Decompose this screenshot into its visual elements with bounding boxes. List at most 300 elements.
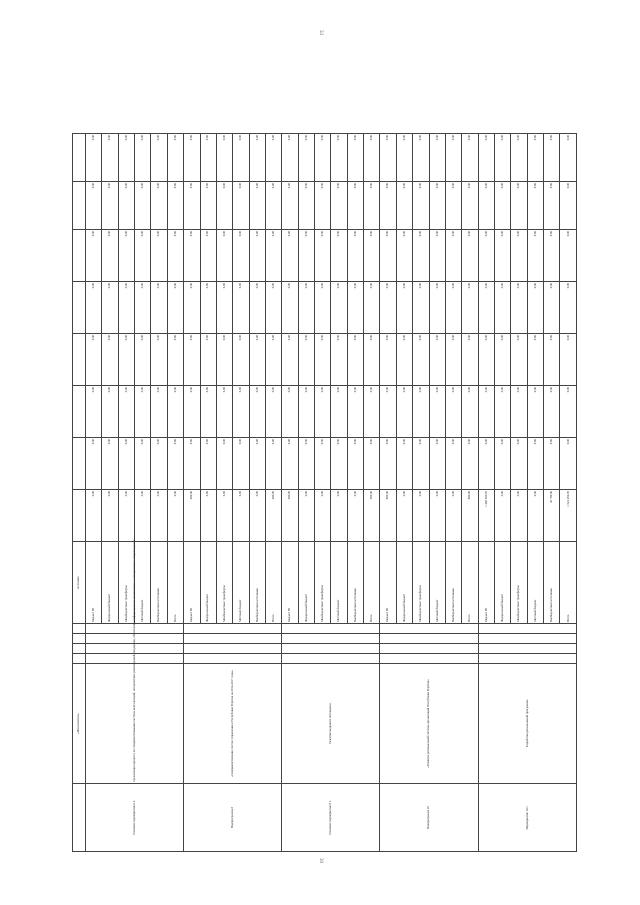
header-cell-1: [73, 784, 86, 852]
code-cell: [184, 634, 282, 644]
value-cell: 0,00: [462, 182, 478, 230]
level-cell: Основное мероприятие 8.1.: [282, 784, 380, 852]
value-cell: 0,00: [265, 334, 281, 386]
value-cell: 0,00: [527, 386, 543, 438]
header-cell-10: [73, 386, 86, 438]
level-cell: Мероприятие 10.1.: [478, 784, 576, 852]
value-cell: 0,00: [396, 334, 412, 386]
value-cell: 0,00: [364, 334, 380, 386]
table-row: [380, 134, 396, 852]
value-cell: 0,00: [315, 334, 331, 386]
measure-name-cell: Развитие кадрового потенциала: [282, 664, 380, 784]
budget-allocation-table: [72, 133, 577, 852]
value-cell: 0,00: [167, 134, 183, 182]
value-cell: 0,00: [364, 438, 380, 490]
value-cell: 0,00: [265, 182, 281, 230]
value-cell: 0,00: [167, 490, 183, 542]
value-cell: 0,00: [86, 490, 102, 542]
source-cell: Федеральный бюджет: [298, 542, 314, 624]
value-cell: 0,00: [298, 386, 314, 438]
value-cell: 0,00: [478, 334, 494, 386]
value-cell: 0,00: [102, 386, 118, 438]
source-cell: Бюджет РБ: [282, 542, 298, 624]
value-cell: 0,00: [478, 386, 494, 438]
value-cell: 0,00: [184, 386, 200, 438]
value-cell: 0,00: [118, 230, 134, 282]
value-cell: 0,00: [478, 438, 494, 490]
value-cell: 0,00: [494, 386, 510, 438]
value-cell: 0,00: [527, 182, 543, 230]
value-cell: 800,00: [462, 490, 478, 542]
value-cell: 0,00: [298, 230, 314, 282]
value-cell: 0,00: [511, 438, 527, 490]
value-cell: 0,00: [429, 282, 445, 334]
value-cell: 0,00: [200, 282, 216, 334]
source-cell: Бюджет РБ: [86, 542, 102, 624]
code-cell: [478, 644, 576, 654]
value-cell: 0,00: [216, 438, 232, 490]
page-number-top: 33: [318, 30, 323, 35]
value-cell: 0,00: [445, 282, 461, 334]
value-cell: 0,00: [331, 230, 347, 282]
value-cell: 0,00: [462, 230, 478, 282]
value-cell: 0,00: [429, 230, 445, 282]
value-cell: 0,00: [102, 334, 118, 386]
value-cell: 0,00: [315, 386, 331, 438]
value-cell: 0,00: [494, 230, 510, 282]
value-cell: 0,00: [364, 386, 380, 438]
value-cell: 0,00: [102, 490, 118, 542]
code-cell: [282, 634, 380, 644]
value-cell: 0,00: [445, 386, 461, 438]
source-cell: Внебюджетные источники: [544, 542, 560, 624]
value-cell: 0,00: [135, 438, 151, 490]
value-cell: 0,00: [167, 282, 183, 334]
source-cell: Бюджет РБ: [478, 542, 494, 624]
value-cell: 0,00: [135, 386, 151, 438]
value-cell: 0,00: [429, 334, 445, 386]
value-cell: 0,00: [200, 386, 216, 438]
value-cell: 0,00: [118, 386, 134, 438]
value-cell: 0,00: [102, 282, 118, 334]
header-row: [73, 134, 86, 852]
value-cell: 1 522 294,95: [560, 490, 577, 542]
value-cell: 0,00: [315, 490, 331, 542]
value-cell: 0,00: [494, 334, 510, 386]
value-cell: 0,00: [380, 334, 396, 386]
value-cell: 0,00: [265, 282, 281, 334]
value-cell: 500,00: [364, 490, 380, 542]
value-cell: 0,00: [233, 386, 249, 438]
value-cell: 0,00: [135, 230, 151, 282]
value-cell: 0,00: [249, 282, 265, 334]
value-cell: 0,00: [413, 438, 429, 490]
value-cell: 0,00: [315, 438, 331, 490]
value-cell: 0,00: [200, 182, 216, 230]
source-cell: Местный бюджет: [429, 542, 445, 624]
value-cell: 0,00: [184, 438, 200, 490]
value-cell: 0,00: [413, 134, 429, 182]
value-cell: 0,00: [429, 490, 445, 542]
value-cell: 0,00: [429, 386, 445, 438]
value-cell: 0,00: [233, 134, 249, 182]
table-row: [86, 134, 102, 852]
value-cell: 0,00: [478, 230, 494, 282]
code-cell: [184, 644, 282, 654]
value-cell: 0,00: [331, 386, 347, 438]
value-cell: 0,00: [282, 134, 298, 182]
header-cell-4: [73, 644, 86, 654]
value-cell: 0,00: [396, 386, 412, 438]
value-cell: 0,00: [364, 182, 380, 230]
value-cell: 0,00: [380, 230, 396, 282]
value-cell: 0,00: [511, 386, 527, 438]
value-cell: 0,00: [216, 334, 232, 386]
value-cell: 0,00: [331, 490, 347, 542]
header-cell-9: [73, 438, 86, 490]
value-cell: 0,00: [282, 334, 298, 386]
value-cell: 0,00: [445, 490, 461, 542]
value-cell: 0,00: [429, 134, 445, 182]
value-cell: 0,00: [216, 490, 232, 542]
source-cell: Межбюджетные трансферты: [511, 542, 527, 624]
value-cell: 0,00: [86, 230, 102, 282]
value-cell: 0,00: [445, 334, 461, 386]
value-cell: 0,00: [200, 334, 216, 386]
header-cell-12: [73, 282, 86, 334]
value-cell: 0,00: [200, 438, 216, 490]
value-cell: 0,00: [527, 490, 543, 542]
value-cell: 0,00: [560, 334, 577, 386]
value-cell: 0,00: [184, 182, 200, 230]
measure-name-cell: «Развитие региональной системы организаций Республики Бурятия»: [380, 664, 478, 784]
value-cell: 0,00: [118, 134, 134, 182]
value-cell: 0,00: [544, 282, 560, 334]
value-cell: 0,00: [494, 490, 510, 542]
source-cell: Внебюджетные источники: [151, 542, 167, 624]
code-cell: [478, 654, 576, 664]
value-cell: 0,00: [102, 182, 118, 230]
value-cell: 0,00: [102, 438, 118, 490]
value-cell: 0,00: [118, 438, 134, 490]
value-cell: 0,00: [364, 230, 380, 282]
code-cell: [380, 654, 478, 664]
rotated-table-container: [72, 134, 577, 852]
code-cell: [478, 634, 576, 644]
measure-name-cell: Разработка региональной программы: [478, 664, 576, 784]
value-cell: 0,00: [216, 386, 232, 438]
code-cell: [282, 644, 380, 654]
source-cell: Всего: [167, 542, 183, 624]
value-cell: 0,00: [560, 386, 577, 438]
value-cell: 0,00: [527, 438, 543, 490]
value-cell: 0,00: [413, 182, 429, 230]
value-cell: 0,00: [494, 282, 510, 334]
value-cell: 0,00: [527, 134, 543, 182]
header-cell-8: [73, 490, 86, 542]
value-cell: 0,00: [233, 182, 249, 230]
value-cell: 0,00: [135, 134, 151, 182]
value-cell: 0,00: [429, 438, 445, 490]
value-cell: 0,00: [315, 134, 331, 182]
source-cell: Местный бюджет: [331, 542, 347, 624]
value-cell: 0,00: [282, 230, 298, 282]
code-cell: [380, 644, 478, 654]
value-cell: 0,00: [429, 182, 445, 230]
value-cell: 0,00: [544, 386, 560, 438]
value-cell: 0,00: [298, 282, 314, 334]
value-cell: 0,00: [380, 134, 396, 182]
value-cell: 0,00: [315, 230, 331, 282]
value-cell: 0,00: [511, 182, 527, 230]
header-cell-5: [73, 634, 86, 644]
value-cell: 0,00: [511, 134, 527, 182]
value-cell: 0,00: [249, 438, 265, 490]
header-cell-2: «Исполнитель»: [73, 664, 86, 784]
value-cell: 0,00: [249, 490, 265, 542]
value-cell: 0,00: [233, 490, 249, 542]
value-cell: 0,00: [364, 282, 380, 334]
table-row: [184, 134, 200, 852]
code-cell: [478, 624, 576, 634]
value-cell: 0,00: [527, 282, 543, 334]
source-cell: Местный бюджет: [135, 542, 151, 624]
value-cell: 0,00: [347, 438, 363, 490]
value-cell: 0,00: [282, 182, 298, 230]
value-cell: 0,00: [151, 438, 167, 490]
code-cell: [380, 634, 478, 644]
value-cell: 0,00: [413, 386, 429, 438]
source-cell: Межбюджетные трансферты: [118, 542, 134, 624]
source-cell: Внебюджетные источники: [445, 542, 461, 624]
source-cell: Федеральный бюджет: [396, 542, 412, 624]
value-cell: 0,00: [544, 438, 560, 490]
value-cell: 0,00: [494, 134, 510, 182]
value-cell: 0,00: [298, 134, 314, 182]
header-cell-6: [73, 624, 86, 634]
header-cell-15: [73, 134, 86, 182]
value-cell: 0,00: [86, 282, 102, 334]
value-cell: 0,00: [200, 134, 216, 182]
value-cell: 0,00: [380, 282, 396, 334]
value-cell: 0,00: [233, 282, 249, 334]
value-cell: 1 485 505,95: [478, 490, 494, 542]
value-cell: 36 789,00: [544, 490, 560, 542]
value-cell: 0,00: [413, 230, 429, 282]
code-cell: [184, 654, 282, 664]
value-cell: 0,00: [462, 386, 478, 438]
value-cell: 0,00: [167, 334, 183, 386]
value-cell: 0,00: [544, 230, 560, 282]
value-cell: 0,00: [216, 182, 232, 230]
value-cell: 0,00: [216, 282, 232, 334]
value-cell: 0,00: [249, 182, 265, 230]
value-cell: 600,00: [184, 490, 200, 542]
value-cell: 0,00: [265, 134, 281, 182]
value-cell: 0,00: [298, 438, 314, 490]
value-cell: 0,00: [265, 230, 281, 282]
value-cell: 0,00: [396, 282, 412, 334]
value-cell: 0,00: [364, 134, 380, 182]
source-cell: Всего: [462, 542, 478, 624]
source-cell: Межбюджетные трансферты: [413, 542, 429, 624]
table-row: [478, 134, 494, 852]
value-cell: 0,00: [347, 230, 363, 282]
value-cell: 0,00: [511, 334, 527, 386]
header-cell-3: [73, 654, 86, 664]
value-cell: 0,00: [233, 438, 249, 490]
value-cell: 0,00: [347, 134, 363, 182]
value-cell: 0,00: [135, 182, 151, 230]
value-cell: 0,00: [86, 134, 102, 182]
value-cell: 0,00: [249, 230, 265, 282]
value-cell: 0,00: [151, 490, 167, 542]
value-cell: 0,00: [544, 134, 560, 182]
value-cell: 0,00: [282, 438, 298, 490]
code-cell: [282, 624, 380, 634]
value-cell: 0,00: [380, 438, 396, 490]
value-cell: 0,00: [265, 386, 281, 438]
value-cell: 0,00: [135, 490, 151, 542]
value-cell: 0,00: [151, 282, 167, 334]
value-cell: 0,00: [315, 182, 331, 230]
value-cell: 0,00: [184, 134, 200, 182]
value-cell: 0,00: [511, 230, 527, 282]
value-cell: 0,00: [282, 386, 298, 438]
value-cell: 0,00: [167, 386, 183, 438]
value-cell: 0,00: [167, 182, 183, 230]
value-cell: 0,00: [249, 334, 265, 386]
value-cell: 0,00: [544, 334, 560, 386]
value-cell: 0,00: [462, 134, 478, 182]
value-cell: 0,00: [396, 438, 412, 490]
source-cell: Федеральный бюджет: [494, 542, 510, 624]
value-cell: 0,00: [200, 490, 216, 542]
value-cell: 0,00: [118, 182, 134, 230]
value-cell: 0,00: [527, 230, 543, 282]
value-cell: 0,00: [233, 230, 249, 282]
table-row: [282, 134, 298, 852]
value-cell: 0,00: [380, 182, 396, 230]
source-cell: Федеральный бюджет: [200, 542, 216, 624]
value-cell: 0,00: [118, 282, 134, 334]
value-cell: 0,00: [86, 182, 102, 230]
value-cell: 0,00: [347, 334, 363, 386]
source-cell: Всего: [364, 542, 380, 624]
source-cell: Внебюджетные источники: [249, 542, 265, 624]
code-cell: [184, 624, 282, 634]
value-cell: 0,00: [445, 438, 461, 490]
value-cell: 0,00: [151, 386, 167, 438]
value-cell: 600,00: [265, 490, 281, 542]
value-cell: 0,00: [347, 182, 363, 230]
value-cell: 0,00: [494, 438, 510, 490]
value-cell: 0,00: [511, 282, 527, 334]
value-cell: 500,00: [282, 490, 298, 542]
value-cell: 0,00: [396, 182, 412, 230]
page-number-bottom: 30: [318, 858, 323, 863]
measure-name-cell: Организация процесса по совершенствованию системы консультаций, методических рекомендаций, поддержки, обеспечения информационно-технического и методического сопровождения: [86, 664, 184, 784]
value-cell: 0,00: [331, 438, 347, 490]
value-cell: 0,00: [560, 182, 577, 230]
source-cell: Местный бюджет: [527, 542, 543, 624]
value-cell: 0,00: [445, 182, 461, 230]
value-cell: 0,00: [200, 230, 216, 282]
value-cell: 0,00: [527, 334, 543, 386]
value-cell: 0,00: [331, 282, 347, 334]
value-cell: 0,00: [167, 438, 183, 490]
value-cell: 0,00: [184, 334, 200, 386]
value-cell: 0,00: [331, 182, 347, 230]
table-body: [86, 134, 577, 852]
source-cell: Местный бюджет: [233, 542, 249, 624]
value-cell: 0,00: [494, 182, 510, 230]
value-cell: 0,00: [478, 134, 494, 182]
value-cell: 0,00: [298, 490, 314, 542]
value-cell: 0,00: [347, 386, 363, 438]
level-cell: Подпрограмма 8: [184, 784, 282, 852]
value-cell: 0,00: [413, 282, 429, 334]
value-cell: 0,00: [216, 230, 232, 282]
header-cell-11: [73, 334, 86, 386]
value-cell: 0,00: [560, 134, 577, 182]
level-cell: Основное мероприятие 6.2.: [86, 784, 184, 852]
value-cell: 0,00: [135, 334, 151, 386]
value-cell: 0,00: [167, 230, 183, 282]
value-cell: 0,00: [445, 134, 461, 182]
value-cell: 0,00: [560, 282, 577, 334]
value-cell: 0,00: [396, 490, 412, 542]
measure-name-cell: «Совершенствование систем управления в Республике Бурятия на 2014-2017 годы»: [184, 664, 282, 784]
value-cell: 0,00: [282, 282, 298, 334]
value-cell: 0,00: [86, 386, 102, 438]
value-cell: 0,00: [249, 386, 265, 438]
value-cell: 0,00: [560, 438, 577, 490]
value-cell: 0,00: [462, 438, 478, 490]
value-cell: 0,00: [380, 386, 396, 438]
source-cell: Внебюджетные источники: [347, 542, 363, 624]
value-cell: 0,00: [445, 230, 461, 282]
source-cell: Федеральный бюджет: [102, 542, 118, 624]
value-cell: 0,00: [265, 438, 281, 490]
value-cell: 0,00: [184, 282, 200, 334]
value-cell: 0,00: [151, 134, 167, 182]
source-cell: Межбюджетные трансферты: [315, 542, 331, 624]
source-cell: Межбюджетные трансферты: [216, 542, 232, 624]
header-cell-14: [73, 182, 86, 230]
level-cell: Подпрограмма 10: [380, 784, 478, 852]
value-cell: 0,00: [249, 134, 265, 182]
value-cell: 0,00: [396, 134, 412, 182]
source-cell: Всего: [265, 542, 281, 624]
value-cell: 0,00: [413, 334, 429, 386]
value-cell: 0,00: [216, 134, 232, 182]
value-cell: 0,00: [413, 490, 429, 542]
header-cell-source: источник: [73, 542, 86, 624]
code-cell: [282, 654, 380, 664]
value-cell: 0,00: [118, 490, 134, 542]
value-cell: 0,00: [347, 490, 363, 542]
value-cell: 0,00: [118, 334, 134, 386]
value-cell: 0,00: [184, 230, 200, 282]
value-cell: 0,00: [478, 182, 494, 230]
value-cell: 0,00: [102, 230, 118, 282]
source-cell: Всего: [560, 542, 577, 624]
value-cell: 0,00: [86, 438, 102, 490]
value-cell: 0,00: [511, 490, 527, 542]
value-cell: 0,00: [462, 282, 478, 334]
value-cell: 0,00: [151, 182, 167, 230]
